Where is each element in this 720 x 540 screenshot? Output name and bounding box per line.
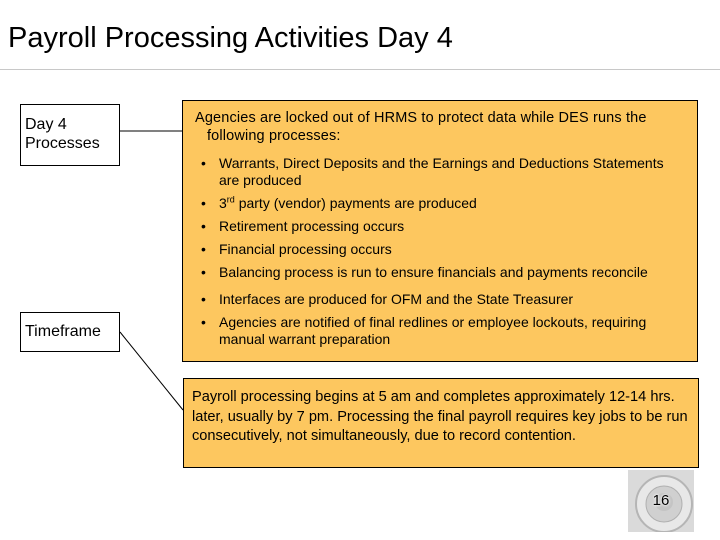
timeframe-label: Timeframe [20,312,120,352]
list-item [195,291,687,308]
list-item [195,241,687,258]
list-item-text: Agencies are notified of final redlines or employee lockouts, requiring manual warrant preparation [219,314,647,347]
bullet-icon: • [201,314,206,330]
bullet-icon: • [201,241,206,257]
processes-panel [182,100,698,362]
list-item [195,218,687,235]
timeframe-note: Payroll processing begins at 5 am and completes approximately 12-14 hrs. later, usually by 7 pm. Processing the final payroll requires key jobs to be run consecutively, not simultaneously, due to record contention. [192,389,688,444]
timeframe-connector [120,332,183,410]
list-item-text: Financial processing occurs [219,241,392,257]
day4-processes-label: Day 4 Processes [20,104,120,166]
bullet-icon: • [201,155,206,171]
list-item-text: Warrants, Direct Deposits and the Earnings and Deductions Statements are produced [219,155,664,188]
bullet-icon: • [201,218,206,234]
processes-list [195,155,687,348]
slide-title: Payroll Processing Activities Day 4 [8,22,453,54]
bullet-icon: • [201,264,206,280]
logo [628,470,694,532]
timeframe-panel [183,378,699,468]
list-item-text: Balancing process is run to ensure financials and payments reconcile [219,264,648,280]
list-item [195,264,687,281]
list-item [195,314,687,348]
processes-heading: Agencies are locked out of HRMS to protect data while DES runs the following processes: [195,110,647,144]
list-item-text-prefix: 3 [219,195,227,211]
list-item-text: Interfaces are produced for OFM and the State Treasurer [219,291,574,307]
list-item [195,195,687,212]
list-item-text: Retirement processing occurs [219,218,405,234]
bullet-icon: • [201,195,206,211]
list-item [195,155,687,189]
list-item-text: party (vendor) payments are produced [234,195,477,211]
page-number: 16 [652,492,670,509]
bullet-icon: • [201,291,206,307]
ordinal-suffix: rd [226,194,235,205]
